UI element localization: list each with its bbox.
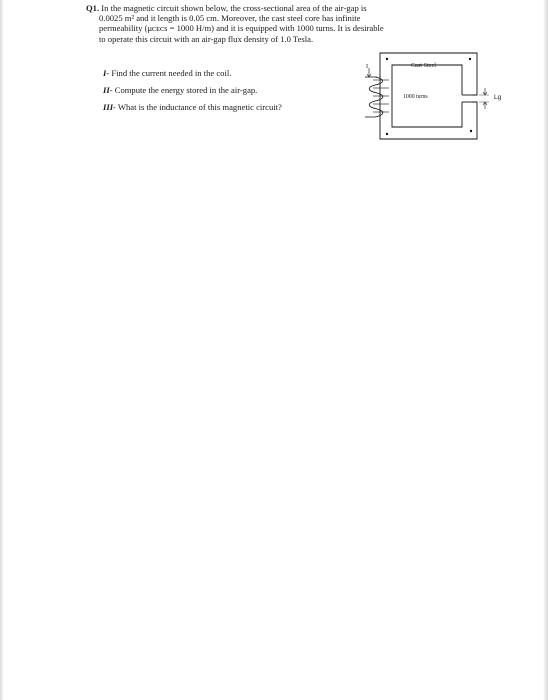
turns-label: 1000 turns	[403, 94, 428, 100]
core-label: Cast Steel	[411, 62, 436, 69]
page-edge-right	[543, 0, 548, 700]
page-edge-left	[0, 0, 4, 700]
question-line-3: permeability (μᴄᴇᴄs = 1000 H/m) and it is equipped with 1000 turns. It is desirable	[99, 23, 384, 34]
subquestion-2: II- Compute the energy stored in the air-gap.	[103, 85, 258, 95]
current-label: I	[366, 63, 369, 70]
subquestion-3: III- What is the inductance of this magnetic circuit?	[103, 102, 282, 112]
subquestion-1: I- Find the current needed in the coil.	[103, 68, 232, 78]
polarity-dot	[386, 133, 388, 135]
question-line-1: Q1. In the magnetic circuit shown below, the cross-sectional area of the air-gap is	[86, 3, 367, 13]
question-text	[86, 3, 476, 44]
magnetic-circuit-diagram	[355, 50, 525, 150]
question-line-2: 0.0025 m² and it length is 0.05 cm. Moreover, the cast steel core has infinite	[99, 13, 361, 24]
polarity-dot	[469, 58, 471, 60]
gap-label: Lg	[494, 94, 502, 101]
polarity-dot	[470, 130, 472, 132]
question-line-4: to operate this circuit with an air-gap flux density of 1.0 Tesla.	[99, 33, 314, 44]
question-label: Q1.	[86, 3, 100, 13]
polarity-dot	[386, 58, 388, 60]
